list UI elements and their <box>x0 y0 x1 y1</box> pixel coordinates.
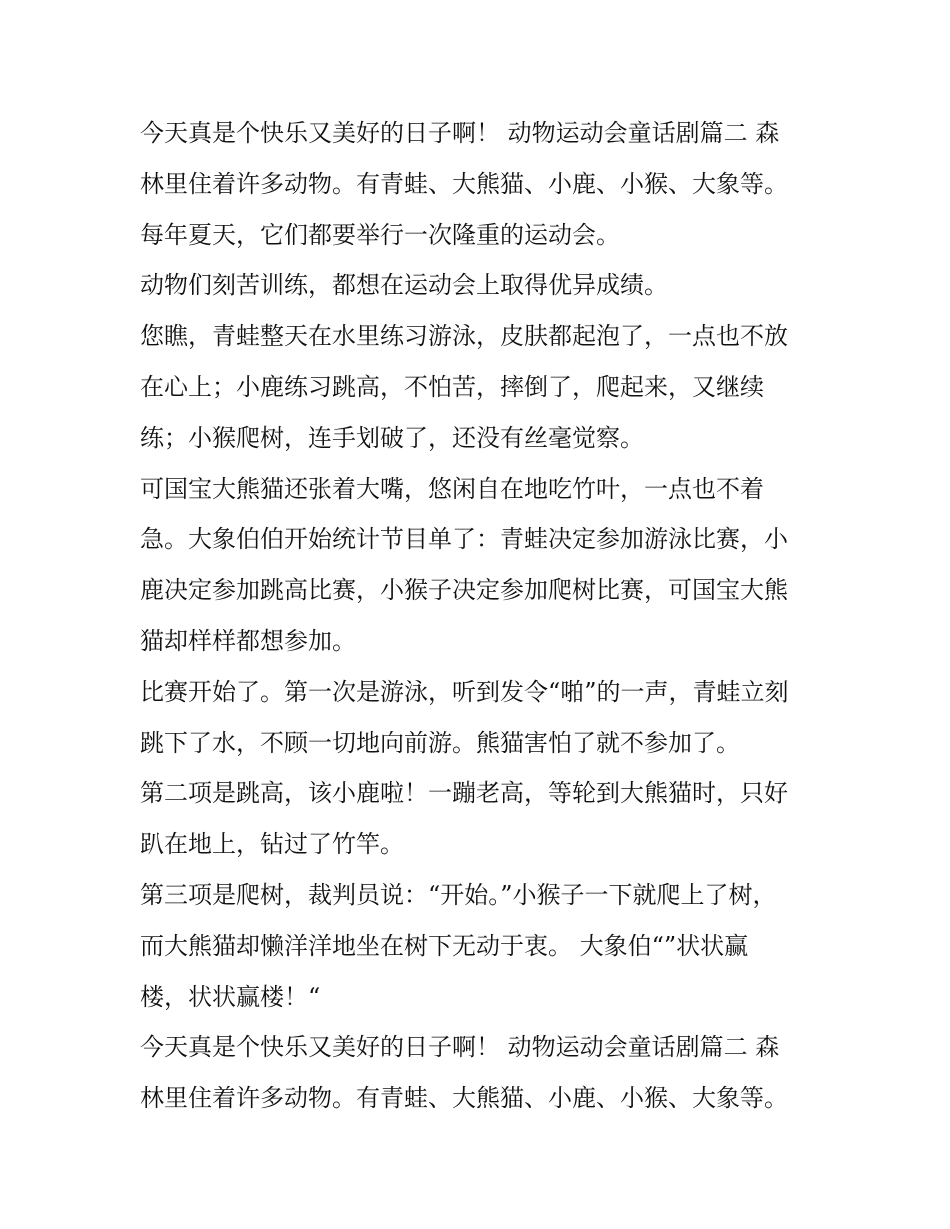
text-line-10: 鹿决定参加跳高比赛，小猴子决定参加爬树比赛，可国宝大熊 <box>140 576 788 605</box>
text-line-8: 可国宝大熊猫还张着大嘴，悠闲自在地吃竹叶，一点也不着 <box>140 474 764 503</box>
text-line-14: 第二项是跳高，该小鹿啦！一蹦老高，等轮到大熊猫时，只好 <box>140 779 788 808</box>
text-line-11: 猫却样样都想参加。 <box>140 626 356 655</box>
text-line-6: 在心上；小鹿练习跳高，不怕苦，摔倒了，爬起来，又继续 <box>140 372 764 401</box>
text-line-17: 而大熊猫却懒洋洋地坐在树下无动于衷。 大象伯“”状状赢 <box>140 931 749 960</box>
text-line-5: 您瞧，青蛙整天在水里练习游泳，皮肤都起泡了，一点也不放 <box>140 322 788 351</box>
text-line-16: 第三项是爬树，裁判员说：“开始。”小猴子一下就爬上了树， <box>140 880 777 909</box>
text-line-18: 楼，状状赢楼！“ <box>140 982 321 1011</box>
text-line-12: 比赛开始了。第一次是游泳，听到发令“啪”的一声，青蛙立刻 <box>140 677 789 706</box>
text-line-13: 跳下了水，不顾一切地向前游。熊猫害怕了就不参加了。 <box>140 728 740 757</box>
text-line-15: 趴在地上，钻过了竹竿。 <box>140 830 404 859</box>
text-line-1: 今天真是个快乐又美好的日子啊！ 动物运动会童话剧篇二 森 <box>140 119 780 147</box>
text-line-4: 动物们刻苦训练，都想在运动会上取得优异成绩。 <box>140 271 668 300</box>
document-body <box>140 108 840 1124</box>
text-line-9: 急。大象伯伯开始统计节目单了：青蛙决定参加游泳比赛，小 <box>140 525 788 554</box>
text-line-2: 林里住着许多动物。有青蛙、大熊猫、小鹿、小猴、大象等。 <box>140 169 788 198</box>
text-line-20: 林里住着许多动物。有青蛙、大熊猫、小鹿、小猴、大象等。 <box>140 1084 788 1113</box>
text-line-3: 每年夏天，它们都要举行一次隆重的运动会。 <box>140 220 620 249</box>
text-line-19: 今天真是个快乐又美好的日子啊！ 动物运动会童话剧篇二 森 <box>140 1033 780 1062</box>
text-line-7: 练；小猴爬树，连手划破了，还没有丝毫觉察。 <box>140 423 644 452</box>
